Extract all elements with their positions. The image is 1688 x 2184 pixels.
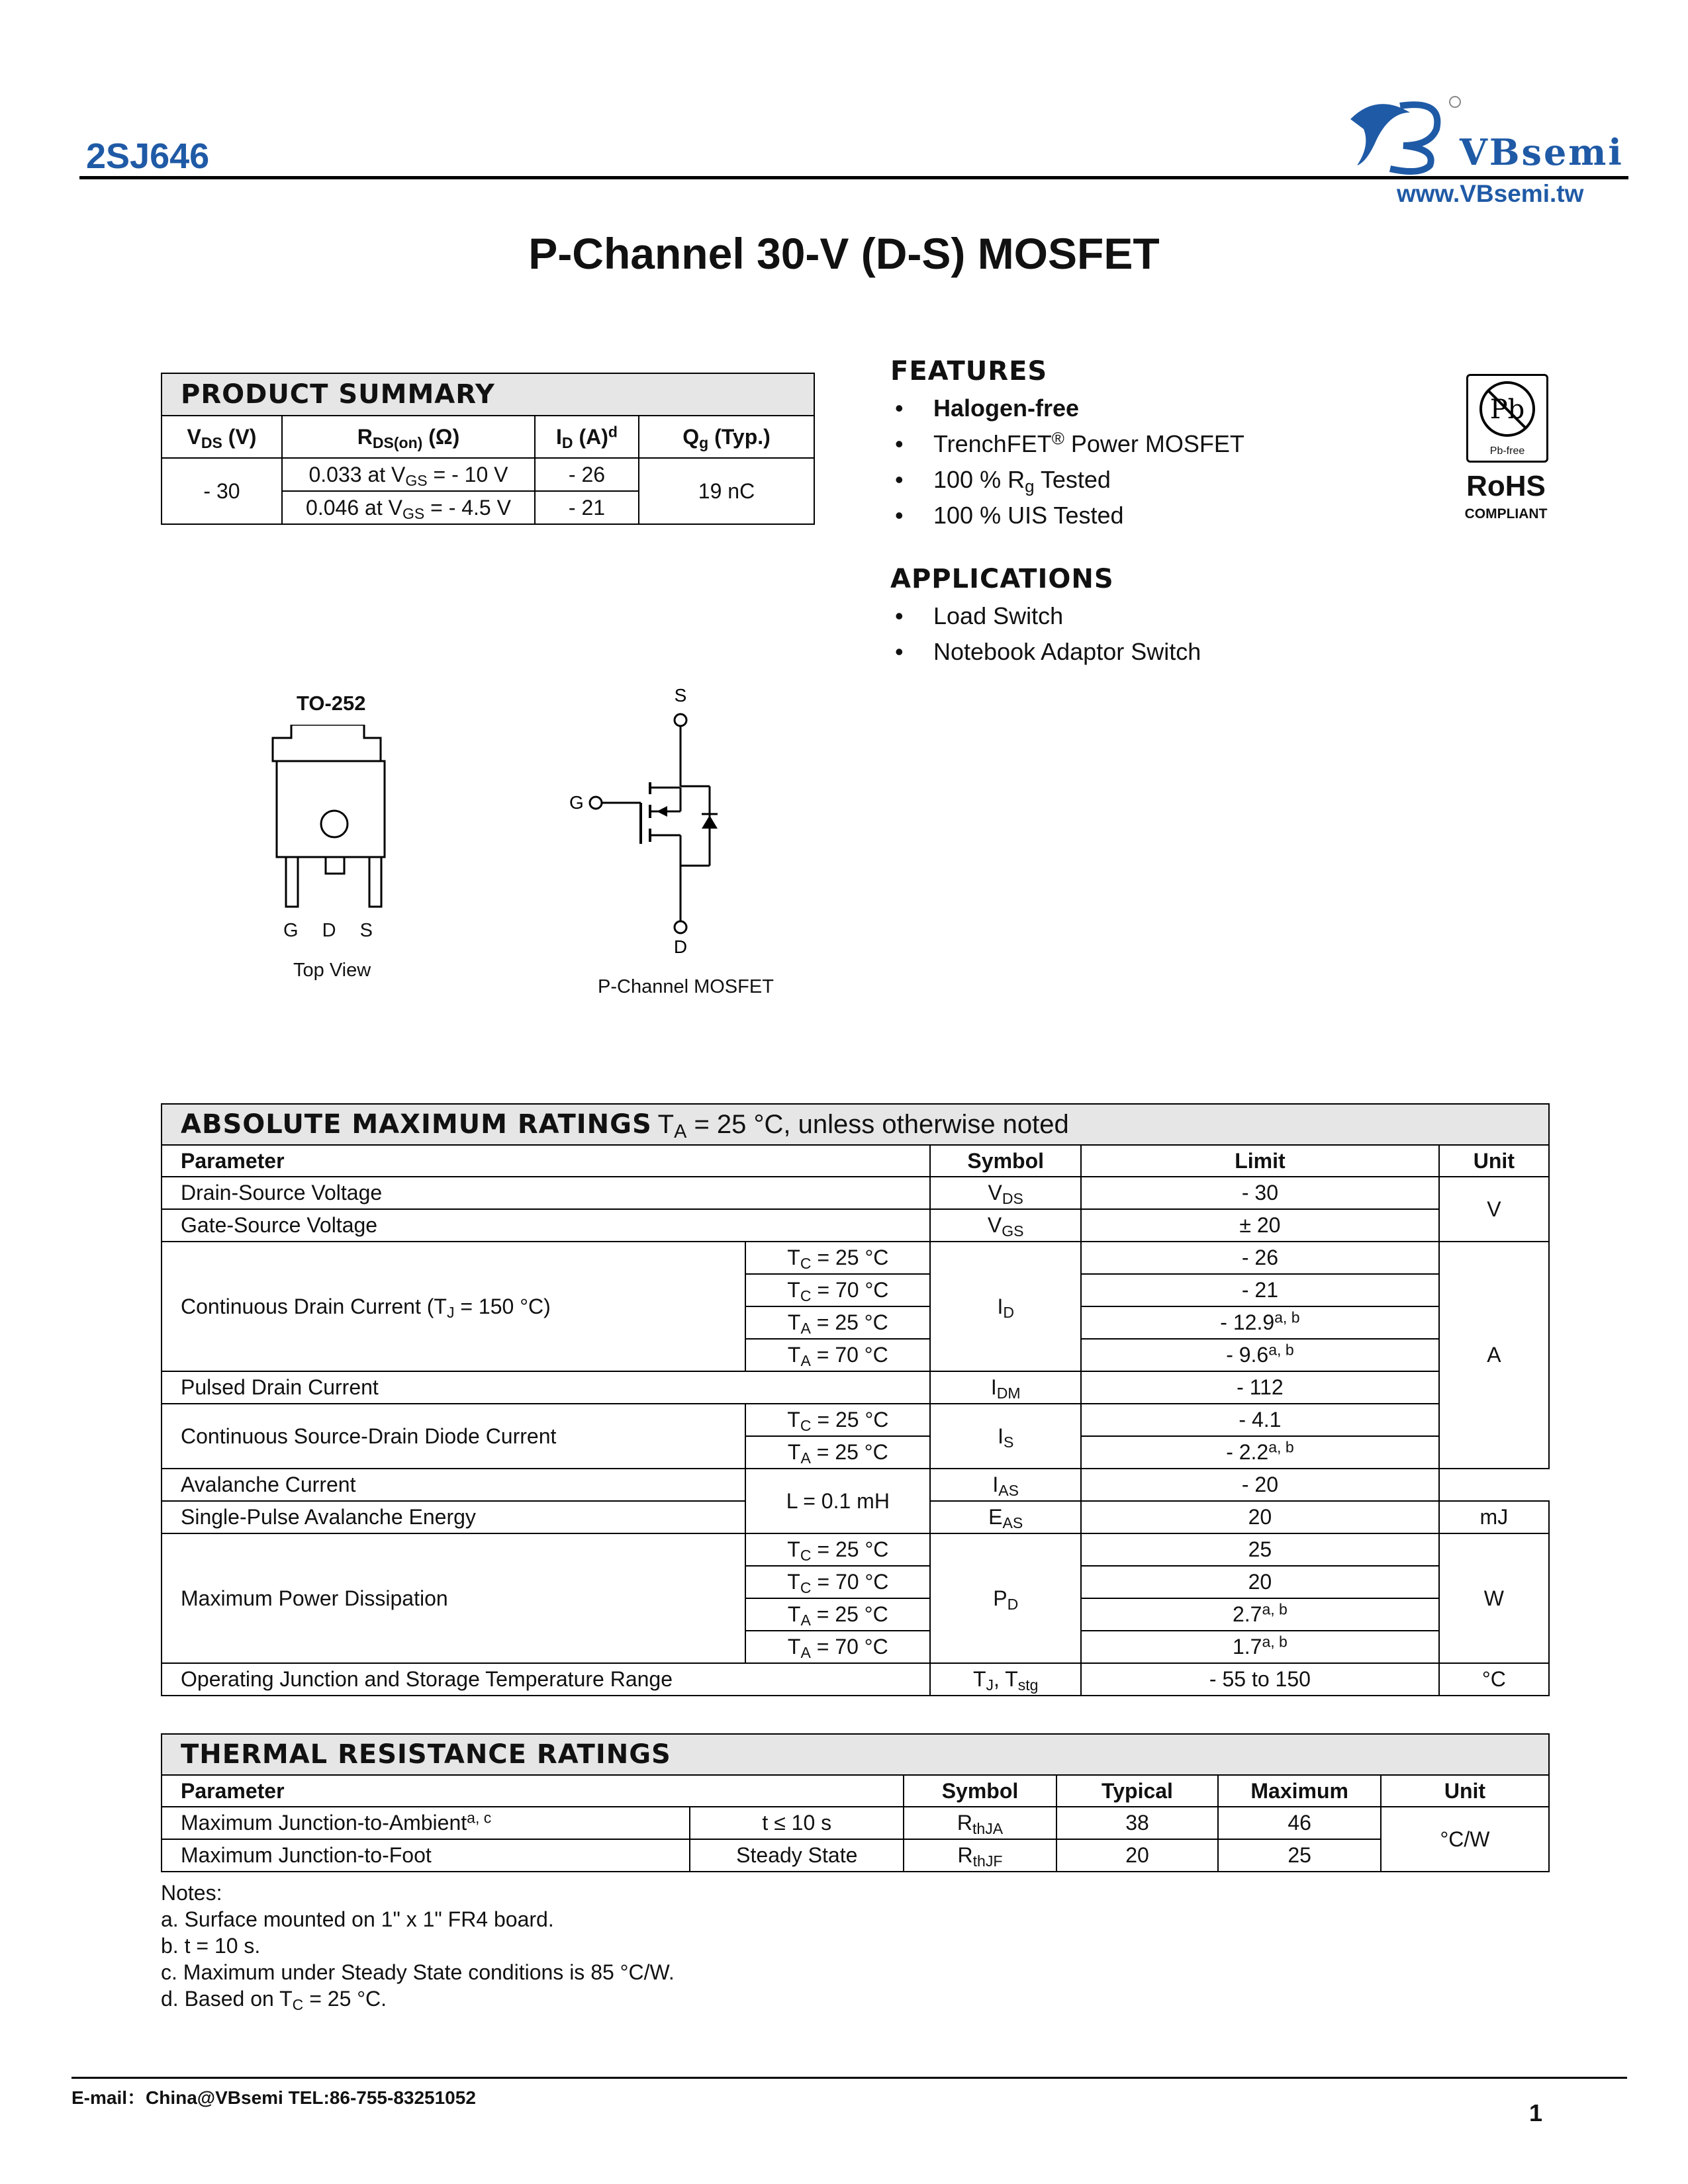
symbol-idm: $I_{DM}$ [930,1371,1081,1404]
limit-is: - 2.2$^{a, b}$ [1081,1436,1439,1469]
limit-vgs: ± 20 [1081,1209,1439,1242]
website-link[interactable]: www.VBsemi.tw [1397,180,1584,207]
thermal-title: THERMAL RESISTANCE RATINGS [162,1734,1549,1775]
limit-temp: - 55 to 150 [1081,1663,1439,1696]
limit-pd: 25 [1081,1533,1439,1566]
limit-id: - 12.9$^{a, b}$ [1081,1306,1439,1339]
symbol-ias: $I_{AS}$ [930,1469,1081,1501]
cond-cell: $T_A = 70$ °C [745,1631,930,1663]
col-unit: Unit [1439,1145,1549,1177]
list-item: • Load Switch [895,602,1064,629]
list-item: • Notebook Adaptor Switch [895,638,1201,665]
cond-cell: $T_C = 25$ °C [745,1242,930,1274]
table-row: Maximum Junction-to-Ambient$^{a, c}$ [162,1807,690,1839]
typ-value: 38 [1056,1807,1219,1839]
table-row: Operating Junction and Storage Temperature Range [162,1663,930,1696]
package-view: Top View [293,960,371,981]
typ-value: 20 [1056,1839,1219,1872]
col-parameter: Parameter [162,1145,930,1177]
table-row: Maximum Power Dissipation [162,1533,745,1663]
footer-rule [71,2077,1627,2079]
symbol-tj: $T_J$, $T_{stg}$ [930,1663,1081,1696]
abs-max-title: ABSOLUTE MAXIMUM RATINGS $T_A = 25$ °C, unless otherwise noted [162,1104,1549,1145]
note-d: d. Based on $T_C = 25$ °C. [161,1987,387,2013]
note-c: c. Maximum under Steady State conditions is 85 °C/W. [161,1960,675,1984]
notes-title: Notes: [161,1881,222,1905]
cond-cell: t ≤ 10 s [690,1807,904,1839]
max-value: 46 [1218,1807,1381,1839]
symbol-id: $I_D$ [930,1242,1081,1371]
qg-value: 19 nC [639,458,814,524]
id-row-1: - 26 [535,458,639,491]
unit-w: W [1439,1533,1549,1663]
cond-cell: L = 0.1 mH [745,1469,930,1533]
col-symbol: Symbol [904,1775,1056,1807]
table-row: Single-Pulse Avalanche Energy [162,1501,745,1533]
symbol-is: $I_S$ [930,1404,1081,1469]
unit-cw: °C/W [1381,1807,1549,1872]
rds-row-2: 0.046 at $V_{GS}$ = - 4.5 V [282,491,535,524]
product-summary-table [161,373,815,525]
features-list [895,390,1244,533]
note-b: b. t = 10 s. [161,1934,261,1958]
col-symbol: Symbol [930,1145,1081,1177]
table-row: Maximum Junction-to-Foot [162,1839,690,1872]
unit-a: A [1439,1242,1549,1469]
col-parameter: Parameter [162,1775,904,1807]
rohs-label: RoHS [1466,470,1546,502]
table-row: Continuous Source-Drain Diode Current [162,1404,745,1469]
col-typical: Typical [1056,1775,1219,1807]
col-rds: $R_{DS(on)}$ (Ω) [282,416,535,458]
part-number: 2SJ646 [86,136,210,176]
rohs-compliant: COMPLIANT [1464,506,1548,522]
to252-package-icon [265,725,404,923]
limit-pd: 20 [1081,1566,1439,1598]
list-item: • TrenchFET® Power MOSFET [895,430,1244,457]
id-row-2: - 21 [535,491,639,524]
limit-idm: - 112 [1081,1371,1439,1404]
limit-pd: 1.7$^{a, b}$ [1081,1631,1439,1663]
vbsemi-logo-icon [1337,93,1463,179]
cond-cell: $T_C = 25$ °C [745,1404,930,1436]
col-limit: Limit [1081,1145,1439,1177]
list-item: • 100 % UIS Tested [895,502,1124,529]
limit-eas: 20 [1081,1501,1439,1533]
pb-free-badge: Pb Pb-free [1466,374,1548,463]
note-a: a. Surface mounted on 1" x 1" FR4 board. [161,1907,554,1931]
applications-list [895,598,1201,670]
col-unit: Unit [1381,1775,1549,1807]
cond-cell: $T_A = 25$ °C [745,1306,930,1339]
rds-row-1: 0.033 at $V_{GS}$ = - 10 V [282,458,535,491]
brand-name: VBsemi [1460,131,1624,173]
col-maximum: Maximum [1218,1775,1381,1807]
table-row: Continuous Drain Current ($T_J = 150$ °C) [162,1242,745,1371]
package-pins: G D S [283,920,373,941]
page-number: 1 [1529,2099,1543,2126]
svg-text:Pb: Pb [1489,394,1525,425]
footer-contact: E-mail：China@VBsemi TEL:86-755-83251052 [71,2087,476,2108]
cond-cell: $T_A = 25$ °C [745,1598,930,1631]
col-qg: $Q_g$ (Typ.) [639,416,814,458]
cond-cell: Steady State [690,1839,904,1872]
notes [161,1880,675,2012]
limit-ias: - 20 [1081,1469,1439,1501]
cond-cell: $T_C = 70$ °C [745,1566,930,1598]
table-row: Gate-Source Voltage [162,1209,930,1242]
unit-c: °C [1439,1663,1549,1696]
symbol-eas: $E_{AS}$ [930,1501,1081,1533]
applications-title: APPLICATIONS [890,564,1114,594]
limit-is: - 4.1 [1081,1404,1439,1436]
svg-text:S: S [674,685,687,705]
list-item: • 100 % $R_g$ Tested [895,466,1111,496]
svg-text:G: G [569,792,584,813]
col-vds: $V_{DS}$ (V) [162,416,282,458]
absolute-max-ratings-table [161,1103,1550,1696]
col-id: $I_D$ $(A)^d$ [535,416,639,458]
p-channel-mosfet-symbol-icon [556,682,781,960]
symbol-vgs: $V_{GS}$ [930,1209,1081,1242]
page-title: P-Channel 30-V (D-S) MOSFET [528,229,1160,278]
unit-mj: mJ [1439,1501,1549,1533]
product-summary-title: PRODUCT SUMMARY [162,373,814,416]
thermal-resistance-table [161,1733,1550,1872]
cond-cell: $T_A = 25$ °C [745,1436,930,1469]
symbol-caption: P-Channel MOSFET [598,976,774,997]
cond-cell: $T_C = 25$ °C [745,1533,930,1566]
vds-value: - 30 [162,458,282,524]
symbol-rthja: $R_{thJA}$ [904,1807,1056,1839]
cond-cell: $T_C = 70$ °C [745,1274,930,1306]
svg-text:D: D [673,936,688,957]
table-row: Drain-Source Voltage [162,1177,930,1209]
limit-id: - 26 [1081,1242,1439,1274]
features-title: FEATURES [890,356,1048,387]
symbol-vds: $V_{DS}$ [930,1177,1081,1209]
max-value: 25 [1218,1839,1381,1872]
table-row: Avalanche Current [162,1469,745,1501]
list-item: • Halogen-free [895,394,1080,422]
package-name: TO-252 [297,692,366,715]
limit-pd: 2.7$^{a, b}$ [1081,1598,1439,1631]
cond-cell: $T_A = 70$ °C [745,1339,930,1371]
limit-id: - 9.6$^{a, b}$ [1081,1339,1439,1371]
limit-vds: - 30 [1081,1177,1439,1209]
limit-id: - 21 [1081,1274,1439,1306]
table-row: Pulsed Drain Current [162,1371,930,1404]
unit-v: V [1439,1177,1549,1242]
symbol-rthjf: $R_{thJF}$ [904,1839,1056,1872]
pb-free-icon [1468,376,1546,442]
symbol-pd: $P_D$ [930,1533,1081,1663]
